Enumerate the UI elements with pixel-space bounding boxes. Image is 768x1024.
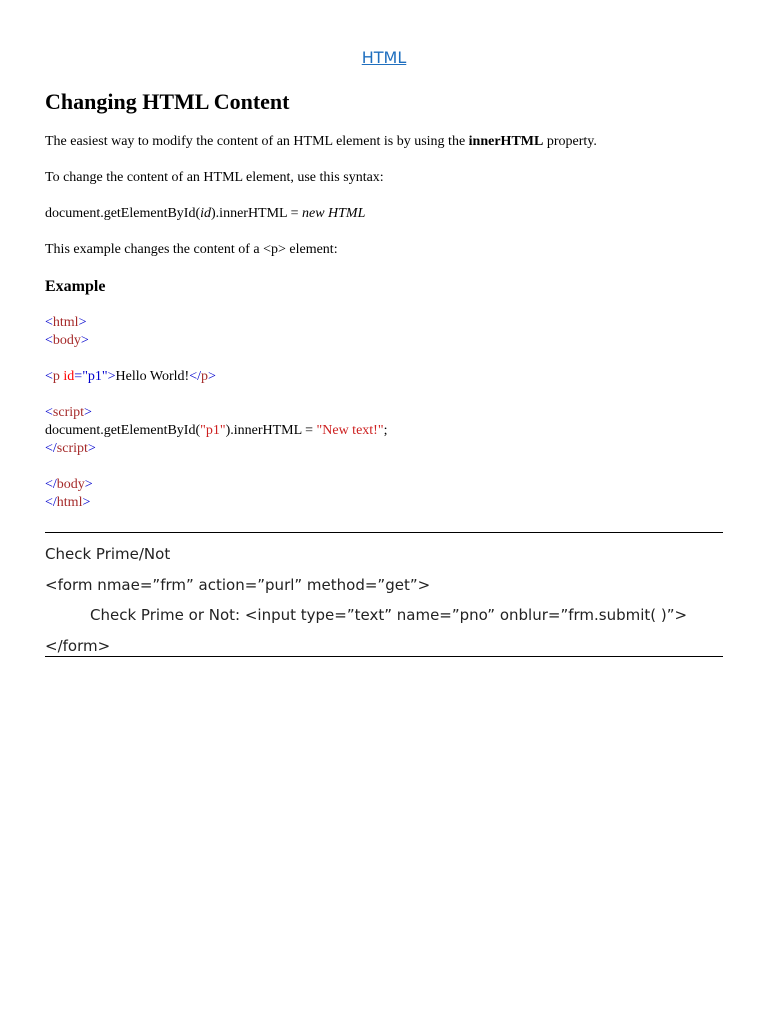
- code-string: "p1": [200, 423, 226, 438]
- code-line: <script>: [45, 405, 92, 420]
- code-tag: body: [52, 333, 81, 348]
- code-line: </body>: [45, 477, 93, 492]
- code-line: <p id="p1">Hello World!</p>: [45, 369, 216, 384]
- code-text: Hello World!: [115, 369, 190, 384]
- syntax-new-html: new HTML: [301, 206, 366, 221]
- form-input-line: Check Prime or Not: <input type=”text” name=”pno” onblur=”frm.submit( )”>: [90, 606, 688, 624]
- code-tag: body: [56, 477, 85, 492]
- code-line: [45, 422, 387, 440]
- html-link[interactable]: HTML: [361, 48, 407, 67]
- example-heading: Example: [45, 278, 106, 295]
- innerhtml-keyword: innerHTML: [468, 134, 544, 149]
- form-close-line: </form>: [45, 637, 111, 655]
- code-tag: html: [56, 495, 83, 510]
- divider-bottom: [45, 656, 723, 657]
- code-tag: html: [52, 315, 79, 330]
- intro-text: The easiest way to modify the content of an HTML element is by using the: [45, 134, 469, 149]
- code-line: </script>: [45, 441, 96, 456]
- code-tag: script: [52, 405, 85, 420]
- code-js: ;: [383, 423, 388, 438]
- code-string: "New text!": [316, 423, 384, 438]
- form-title: Check Prime/Not: [45, 545, 171, 563]
- code-js: document.getElementById(: [45, 423, 201, 438]
- page-title: Changing HTML Content: [45, 89, 290, 114]
- code-tag: script: [56, 441, 88, 456]
- code-attr: id: [59, 369, 75, 384]
- syntax-intro: To change the content of an HTML element, use this syntax:: [45, 170, 384, 185]
- syntax-line: [45, 205, 365, 223]
- code-eq: =: [74, 369, 83, 384]
- code-attr-value: "p1": [82, 369, 108, 384]
- code-line: <body>: [45, 333, 89, 348]
- code-tag: p: [52, 369, 60, 384]
- syntax-part: document.getElementById(: [45, 206, 201, 221]
- syntax-id: id: [200, 206, 212, 221]
- intro-text-end: property.: [543, 134, 597, 149]
- example-intro: This example changes the content of a <p> element:: [45, 242, 338, 257]
- code-line: </html>: [45, 495, 91, 510]
- code-tag: p: [201, 369, 209, 384]
- syntax-part: ).innerHTML =: [211, 206, 302, 221]
- code-line: <html>: [45, 315, 87, 330]
- intro-paragraph: [45, 133, 597, 151]
- divider-top: [45, 532, 723, 533]
- form-open-line: <form nmae=”frm” action=”purl” method=”get”>: [45, 576, 431, 594]
- code-js: ).innerHTML =: [225, 423, 317, 438]
